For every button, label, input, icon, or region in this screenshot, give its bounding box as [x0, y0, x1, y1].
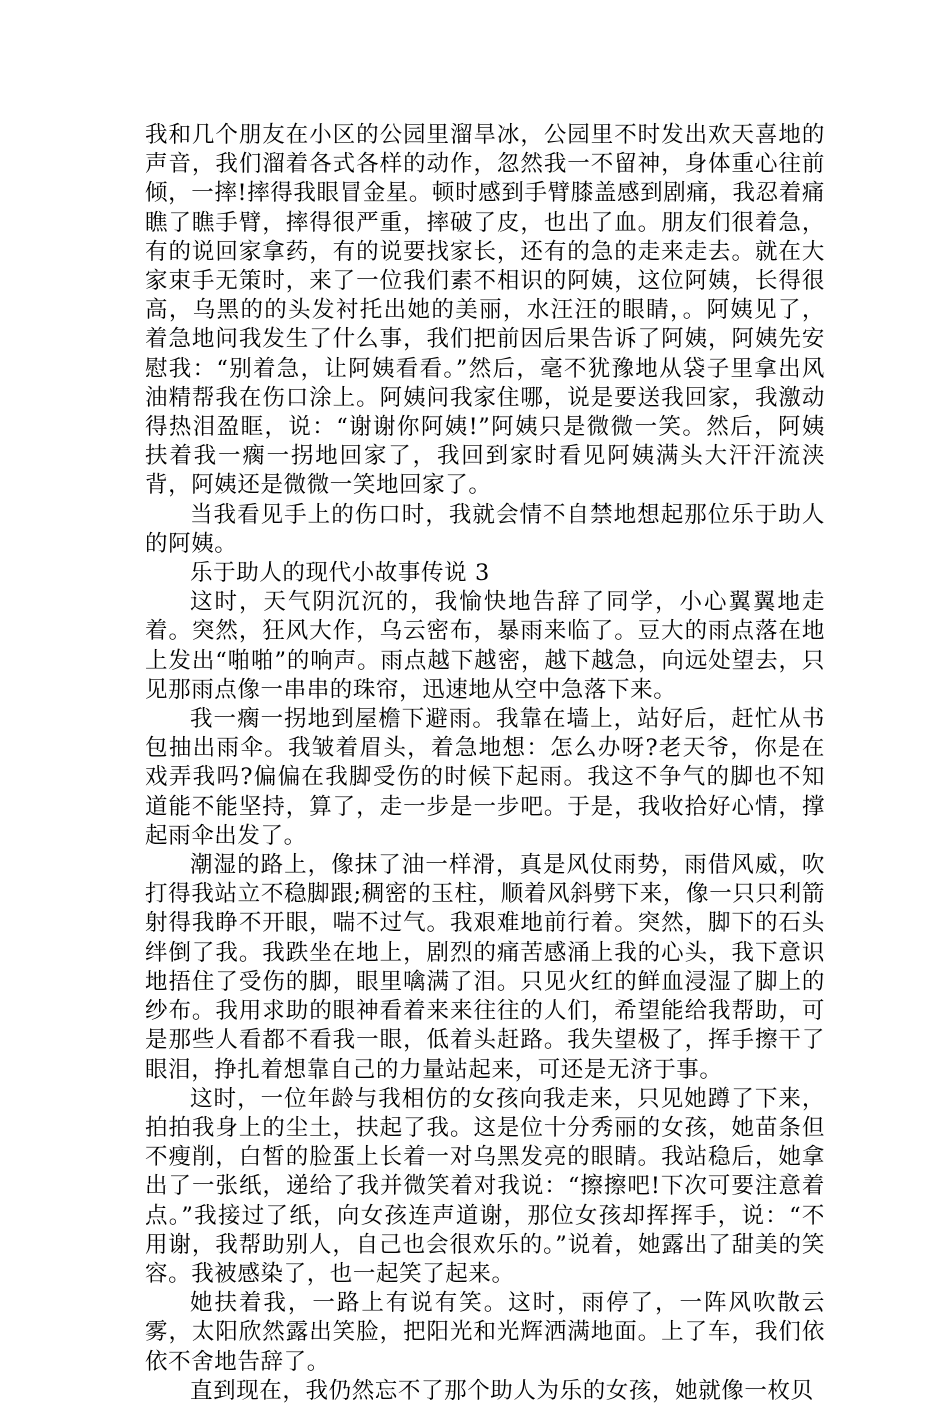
paragraph-5: 潮湿的路上，像抹了油一样滑，真是风仗雨势，雨借风威，吹打得我站立不稳脚跟;稠密的玉柱，顺着风斜劈下来，像一只只利箭射得我睁不开眼，喘不过气。我艰难地前行着。突然，脚下的石头绊倒了我。我跌坐在地上，剧烈的痛苦感涌上我的心头，我下意识地捂住了受伤的脚，眼里噙满了泪。只见火红的鲜血浸湿了脚上的纱布。我用求助的眼神看着来来往往的人们，希望能给我帮助，可是那些人看都不看我一眼，低着头赶路。我失望极了，挥手擦干了眼泪，挣扎着想靠自己的力量站起来，可还是无济于事。: [145, 852, 825, 1083]
paragraph-2: 当我看见手上的伤口时，我就会情不自禁地想起那位乐于助人的阿姨。: [145, 501, 825, 557]
paragraph-1: 我和几个朋友在小区的公园里溜旱冰，公园里不时发出欢天喜地的声音，我们溜着各式各样的动作，忽然我一不留神，身体重心往前倾，一摔!摔得我眼冒金星。顿时感到手臂膝盖感到剧痛，我忍着痛瞧了瞧手臂，摔得很严重，摔破了皮，也出了血。朋友们很着急，有的说回家拿药，有的说要找家长，还有的急的走来走去。就在大家束手无策时，来了一位我们素不相识的阿姨，这位阿姨，长得很高，乌黑的的头发衬托出她的美丽，水汪汪的眼睛，。阿姨见了，着急地问我发生了什么事，我们把前因后果告诉了阿姨，阿姨先安慰我：“别着急，让阿姨看看。”然后，毫不犹豫地从袋子里拿出风油精帮我在伤口涂上。阿姨问我家住哪，说是要送我回家，我激动得热泪盈眶，说：“谢谢你阿姨!”阿姨只是微微一笑。然后，阿姨扶着我一瘸一拐地回家了，我回到家时看见阿姨满头大汗汗流浃背，阿姨还是微微一笑地回家了。: [145, 122, 825, 499]
paragraph-4: 我一瘸一拐地到屋檐下避雨。我靠在墙上，站好后，赶忙从书包抽出雨伞。我皱着眉头，着急地想：怎么办呀?老天爷，你是在戏弄我吗?偏偏在我脚受伤的时候下起雨。我这不争气的脚也不知道能不能坚持，算了，走一步是一步吧。于是，我收拾好心情，撑起雨伞出发了。: [145, 706, 825, 849]
document-page: [145, 121, 825, 1406]
paragraph-8: 直到现在，我仍然忘不了那个助人为乐的女孩，她就像一枚贝: [190, 1377, 814, 1404]
section-heading: 乐于助人的现代小故事传说 3: [190, 560, 490, 587]
paragraph-6: 这时，一位年龄与我相仿的女孩向我走来，只见她蹲了下来，拍拍我身上的尘土，扶起了我。这是位十分秀丽的女孩，她苗条但不瘦削，白皙的脸蛋上长着一对乌黑发亮的眼睛。我站稳后，她拿出了一张纸，递给了我并微笑着对我说：“擦擦吧!下次可要注意着点。”我接过了纸，向女孩连声道谢，那位女孩却挥挥手，说：“不用谢，我帮助别人，自己也会很欢乐的。”说着，她露出了甜美的笑容。我被感染了，也一起笑了起来。: [145, 1085, 825, 1287]
paragraph-3: 这时，天气阴沉沉的，我愉快地告辞了同学，小心翼翼地走着。突然，狂风大作，乌云密布，暴雨来临了。豆大的雨点落在地上发出“啪啪”的响声。雨点越下越密，越下越急，向远处望去，只见那雨点像一串串的珠帘，迅速地从空中急落下来。: [145, 589, 825, 703]
paragraph-7: 她扶着我，一路上有说有笑。这时，雨停了，一阵风吹散云雾，太阳欣然露出笑脸，把阳光和光辉洒满地面。上了车，我们依依不舍地告辞了。: [145, 1290, 825, 1375]
